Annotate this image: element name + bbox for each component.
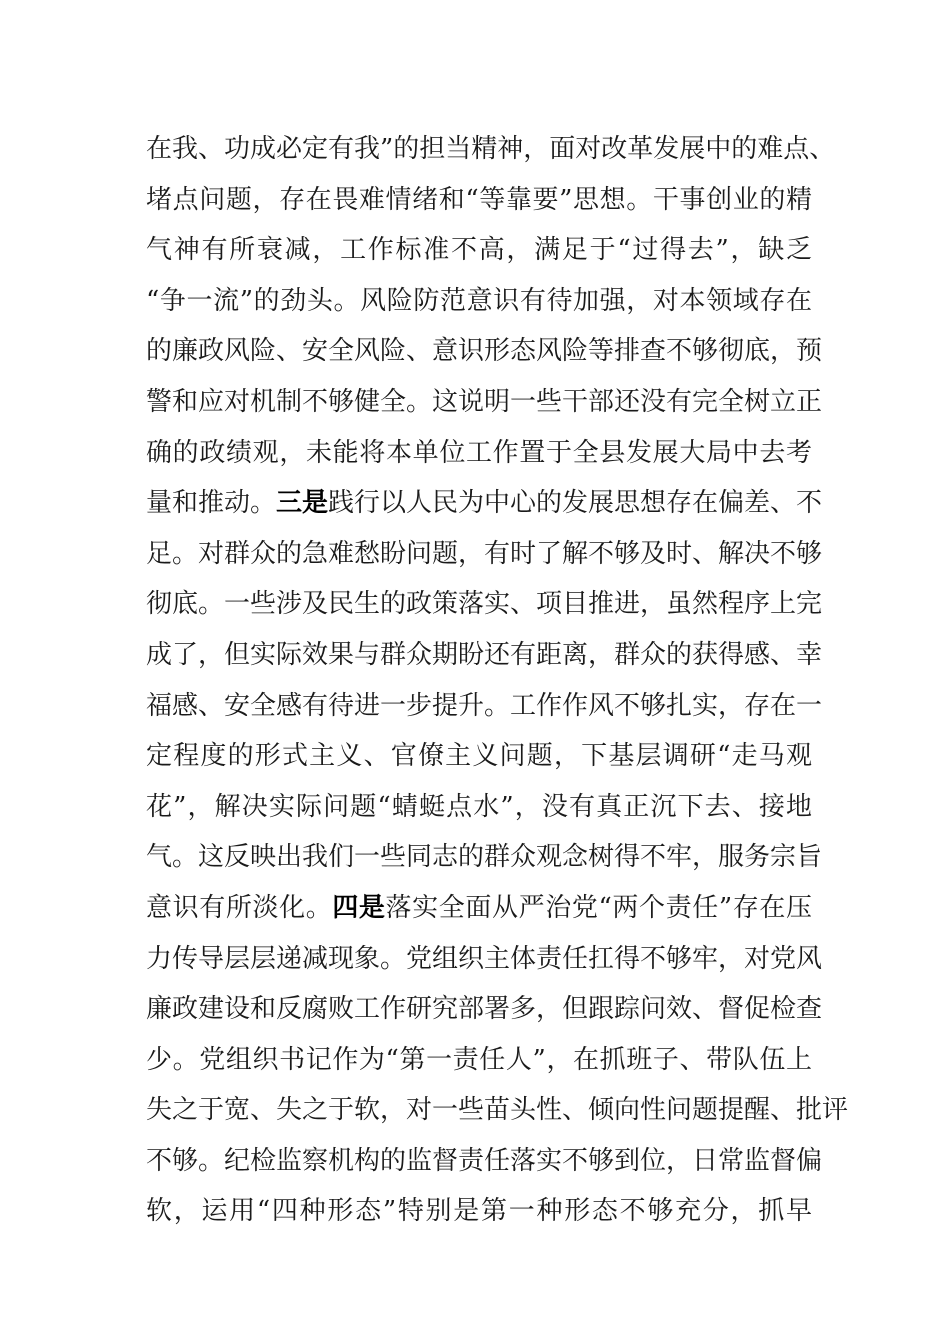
text-line: 少。党组织书记作为“第一责任人”，在抓班子、带队伍上 xyxy=(146,1044,812,1075)
text-line-section-four xyxy=(146,883,812,934)
text-line: 不够。纪检监察机构的监督责任落实不够到位，日常监督偏 xyxy=(146,1145,823,1176)
line-lead-text: 量和推动。 xyxy=(146,488,277,519)
text-line: 廉政建设和反腐败工作研究部署多，但跟踪问效、督促检查 xyxy=(146,994,823,1025)
line-rest-text: 践行以人民为中心的发展思想存在偏差、不 xyxy=(328,488,823,519)
text-line: 花”，解决实际问题“蜻蜓点水”，没有真正沉下去、接地 xyxy=(146,791,812,822)
text-line: 失之于宽、失之于软，对一些苗头性、倾向性问题提醒、批评 xyxy=(146,1095,849,1126)
text-line: 警和应对机制不够健全。这说明一些干部还没有完全树立正 xyxy=(146,386,823,417)
text-line: 堵点问题，存在畏难情绪和“等靠要”思想。干事创业的精 xyxy=(146,184,812,215)
text-line-section-three xyxy=(146,478,823,529)
text-line: 确的政绩观，未能将本单位工作置于全县发展大局中去考 xyxy=(146,437,812,468)
text-line: 彻底。一些涉及民生的政策落实、项目推进，虽然程序上完 xyxy=(146,589,823,620)
text-line: 在我、功成必定有我”的担当精神，面对改革发展中的难点、 xyxy=(146,134,836,164)
text-line: 足。对群众的急难愁盼问题，有时了解不够及时、解决不够 xyxy=(146,538,823,569)
text-line: 气。这反映出我们一些同志的群众观念树得不牢，服务宗旨 xyxy=(146,842,823,873)
body-text xyxy=(146,124,849,1237)
line-lead-text: 意识有所淡化。 xyxy=(146,892,333,923)
section-marker-three: 三是 xyxy=(276,488,329,519)
text-line: 力传导层层递减现象。党组织主体责任扛得不够牢，对党风 xyxy=(146,943,823,974)
text-line: 福感、安全感有待进一步提升。工作作风不够扎实，存在一 xyxy=(146,690,823,721)
text-line: “争一流”的劲头。风险防范意识有待加强，对本领域存在 xyxy=(146,285,812,316)
section-marker-four: 四是 xyxy=(332,892,386,923)
text-line: 定程度的形式主义、官僚主义问题，下基层调研“走马观 xyxy=(146,741,812,772)
text-line: 软，运用“四种形态”特别是第一种形态不够充分，抓早 xyxy=(146,1196,812,1227)
text-line: 的廉政风险、安全风险、意识形态风险等排查不够彻底，预 xyxy=(146,336,823,367)
text-line: 成了，但实际效果与群众期盼还有距离，群众的获得感、幸 xyxy=(146,639,823,670)
line-rest-text: 落实全面从严治党“两个责任”存在压 xyxy=(385,892,812,923)
text-line: 气神有所衰减，工作标准不高，满足于“过得去”，缺乏 xyxy=(146,235,812,266)
